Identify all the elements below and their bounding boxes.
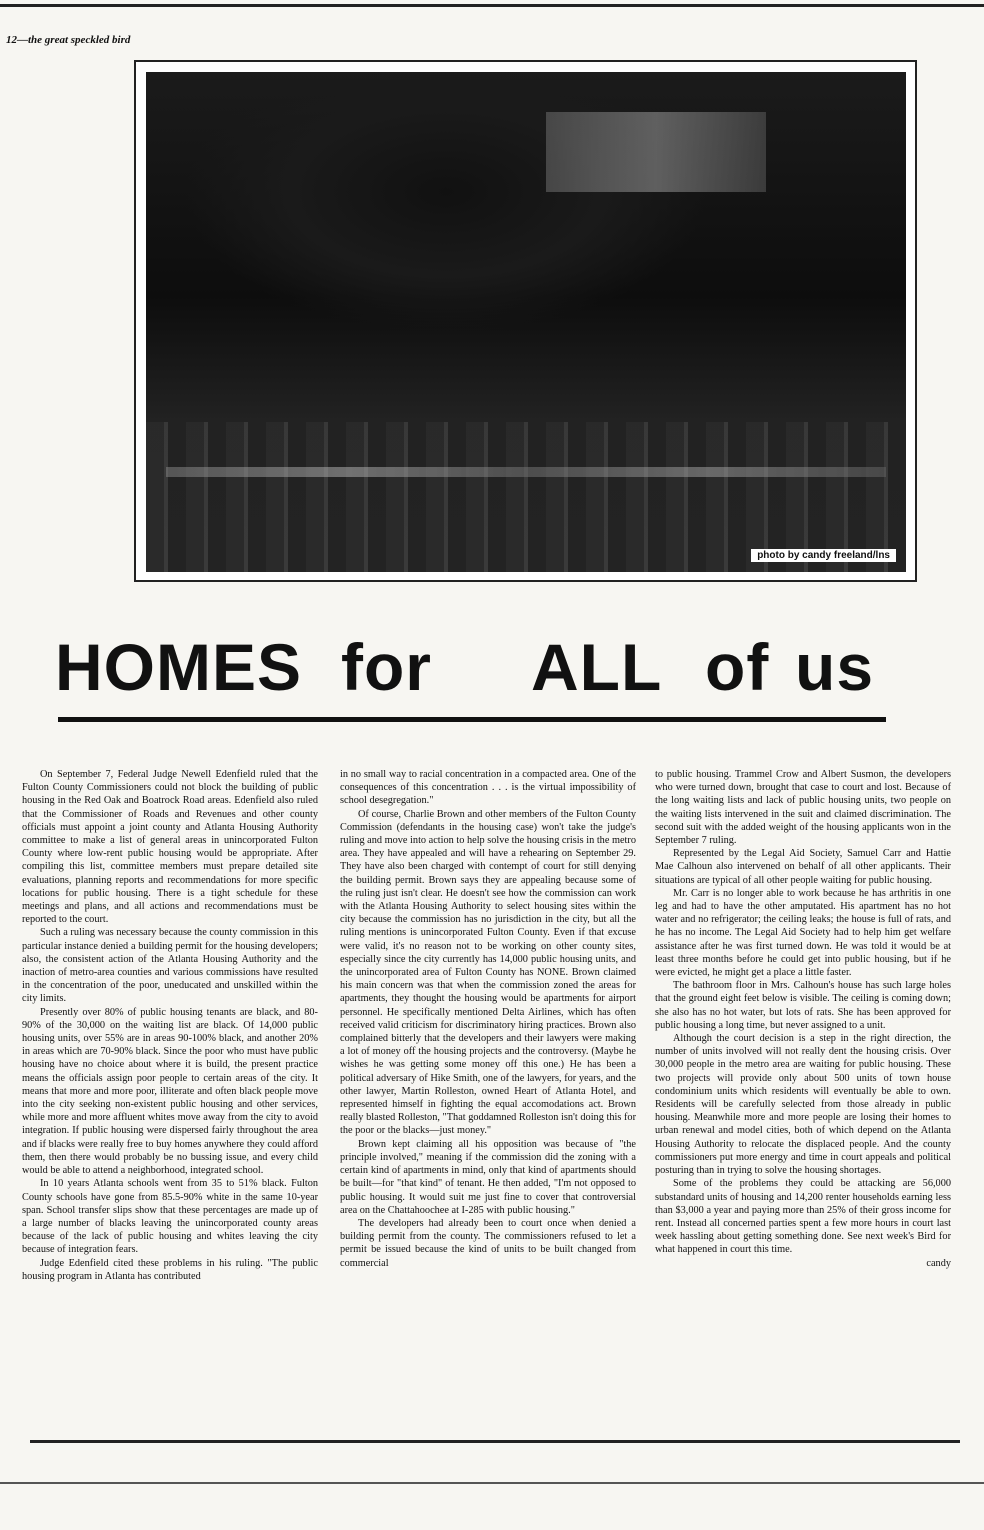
page-folio: 12—the great speckled bird	[6, 34, 131, 46]
paragraph: The developers had already been to court once when denied a building permit from the county. The commissioners refused to let a permit be issued because the kind of units to be built changed from commercial	[340, 1217, 636, 1269]
author-signature: candy	[926, 1257, 951, 1269]
paragraph: to public housing. Trammel Crow and Albert Susmon, the developers who were turned down, brought that case to court and lost. Because of the long waiting lists and lack of public housing units, two people on the waiting lists intervened in the suit and claimed discrimination. The second suit with the added weight of the housing applicants won in the September 7 ruling.	[655, 769, 951, 847]
photo-light-strip	[166, 467, 886, 477]
headline	[55, 622, 895, 712]
article-column-2	[340, 768, 636, 1270]
headline-word-1: HOMES	[55, 630, 303, 704]
paragraph: in no small way to racial concentration in a compacted area. One of the consequences of this concentration . . . is the virtual impossibility of school desegregation."	[340, 769, 636, 807]
paragraph: Represented by the Legal Aid Society, Samuel Carr and Hattie Mae Calhoun also intervened on behalf of all other applicants. Their situations are typical of all other people waiting for public housing.	[655, 848, 951, 886]
paragraph: Brown kept claiming all his opposition was because of "the principle involved," meaning if the commission did the zoning with a certain kind of apartments in mind, only that kind of apartments should be built—for "that kind" of tenant. He then added, "I'm not opposed to public housing. It would suit me just fine to cover that controversial area on the Chattahoochee at I-285 with public housing."	[340, 1138, 636, 1216]
article-column-1	[22, 768, 318, 1283]
photo-frame	[134, 60, 917, 582]
paragraph: On September 7, Federal Judge Newell Edenfield ruled that the Fulton County Commissioners could not block the building of public housing in the Red Oak and Boatrock Road areas. Edenfield also ruled that the Commissioner of Roads and Revenues and other county officials must appoint a joint county and Atlanta Housing Authority committee to make a list of general areas in unincorporated Fulton County where low-rent public housing would be appropriate. After compiling this list, committee members must prepare detailed site evaluations, planning reports and recommendations for more specific locations for public housing. There is a tight schedule for these meetings and plans, and all actions and recommendations must be reported to the court.	[22, 769, 318, 926]
paragraph: Mr. Carr is no longer able to work because he has arthritis in one leg and had to have the other amputated. His apartment has no hot water and no refrigerator; the ceiling leaks; the house is full of rats, and he has no income. The Legal Aid Society had to help him get welfare assistance after he was first turned down. He was told it would be at least three months before he could get into public housing, but if he were evicted, he might get a place a little faster.	[655, 887, 951, 979]
article-column-3	[655, 768, 951, 1270]
paragraph: Some of the problems they could be attacking are 56,000 substandard units of housing and 14,200 renter households earning less than $3,000 a year and paying more than 25% of their gross income for rent. Instead all concerned parties spent a few more hours in court last week hassling about getting something done. See next week's Bird for what happened in court this time.	[655, 1178, 951, 1256]
headline-word-3: ALL	[531, 630, 663, 704]
headline-word-5: us	[795, 630, 875, 704]
paragraph: The bathroom floor in Mrs. Calhoun's house has such large holes that the ground eight feet below is visible. The ceiling is coming down; she also has no hot water, but lots of rats. She has been approved for public housing a long time, but never assigned to a unit.	[655, 980, 951, 1031]
headline-word-2: for	[341, 630, 432, 704]
top-rule	[0, 4, 984, 7]
photo-window-highlight	[546, 112, 766, 192]
paragraph: Judge Edenfield cited these problems in his ruling. "The public housing program in Atlanta has contributed	[22, 1257, 318, 1282]
paragraph: Although the court decision is a step in the right direction, the number of units involved will not really dent the housing crisis. Over 30,000 people in the metro area are waiting for public housing. These two projects will provide only about 500 units of town house condominium units which residents will eventually be able to own. Residents will be carefully selected from those already in public housing. Meanwhile more and more people are losing their homes to urban renewal and model cities, both of which depend on the Atlanta Housing Authority to relocate the displaced people. And the county commissioners put more energy and time in court appeals and political posturing than in trying to solve the housing shortages.	[655, 1033, 951, 1177]
photo-credit: photo by candy freeland/lns	[751, 549, 896, 562]
page-bottom-rule	[0, 1482, 984, 1484]
paragraph: Such a ruling was necessary because the county commission in this particular instance denied a building permit for the housing developers; also, the consistent action of the Atlanta Housing Authority and the inaction of metro-area counties and various commissions have resulted in the concentration of the poor, uneducated and unskilled within the city limits.	[22, 927, 318, 1005]
paragraph: Presently over 80% of public housing tenants are black, and 80-90% of the 30,000 on the waiting list are black. Of 14,000 public housing units, over 55% are in areas 90-100% black, and another 20% in areas which are 70-90% black. Since the poor who must have public housing have no choice about where it is build, the present practice means the officials assign poor people to certain areas of the city. It means that more and more poor, illiterate and often black people move into the city seeking non-existent public housing and other services, while more and more affluent whites move away from the city to avoid integration. If public housing were dispersed fairly throughout the area and if blacks were really free to buy homes anywhere they could afford them, then there would probably be no bussing issue, and every child would be able to attend a neighborhood, integrated school.	[22, 1006, 318, 1177]
bottom-rule	[30, 1440, 960, 1443]
headline-word-4: of	[705, 630, 770, 704]
paragraph: Of course, Charlie Brown and other members of the Fulton County Commission (defendants in the housing case) won't take the judge's ruling and move into action to help solve the housing crisis in the metro area. They have appealed and will have a rehearing on September 29. They have also been charged with contempt of court for still denying the building permit. Brown says they are appealing because some of the ruling just isn't clear. He doesn't see how the commission can work with the Atlanta Housing Authority to select housing sites within the city because the commission has no jurisdiction in the city, but all the ruling mentions is unincorporated Fulton County. Even if that excuse were valid, it's no reason not to be working on other county sites, especially since the city currently has 14,000 public housing units, and the unincorporated area of Fulton County has NONE. Brown claimed his main concern was that when the commission zoned the areas for apartments, they thought the housing would be apartments for airport personnel. He specifically mentioned Delta Airlines, which has often received valid criticism for discriminatory hiring practices. Brown also complained bitterly that the developers and their lawyers were making a lot of money off the housing projects and the controversy. (Maybe he wishes he was getting some money off this one.) He has been a political adversary of Hike Smith, one of the lawyers, for years, and the other lawyer, Martin Rolleston, owned Heart of Atlanta Hotel, and represented himself in fighting the equal accomodations act. Brown really blasted Rolleston, "That goddamned Rolleston isn't doing this for the poor or the blacks—just money."	[340, 808, 636, 1137]
paragraph: In 10 years Atlanta schools went from 35 to 51% black. Fulton County schools have gone from 85.5-90% white in the same 10-year span. School transfer slips show that these percentages are made up of a large number of blacks leaving the unincorporated county areas because of the lack of public housing and whites leaving the city because of integration fears.	[22, 1178, 318, 1256]
article-photo	[146, 72, 906, 572]
headline-rule	[58, 717, 886, 722]
